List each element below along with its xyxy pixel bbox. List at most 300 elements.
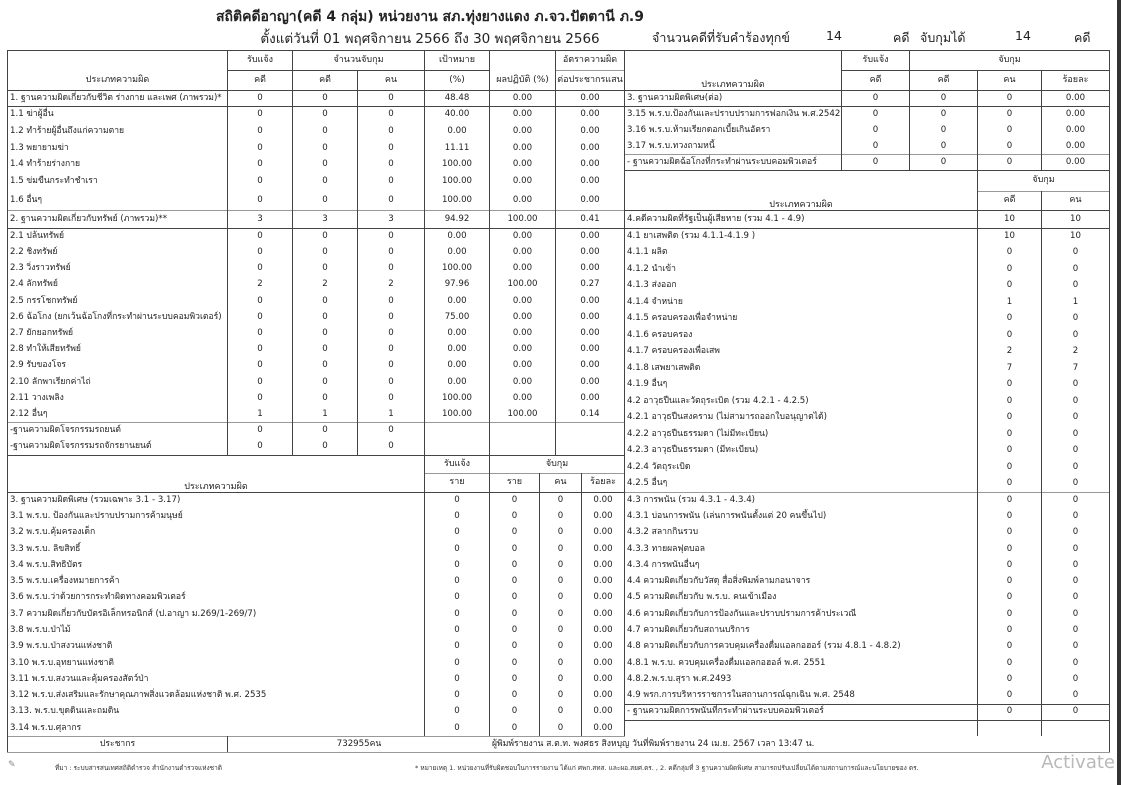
row-value: 0 xyxy=(425,671,490,687)
row-label: 3. ฐานความผิดพิเศษ(ต่อ) xyxy=(625,90,842,106)
row-value: 0 xyxy=(228,190,293,210)
row-value: 0 xyxy=(1042,278,1110,295)
row-value: 0.00 xyxy=(425,358,490,374)
row-label: - ฐานความผิดฉ้อโกงที่กระทำผ่านระบบคอมพิวเตอร์ xyxy=(625,154,842,170)
row-value: 0 xyxy=(293,358,358,374)
row-value: 0 xyxy=(228,173,293,190)
row-value: 0.00 xyxy=(556,173,625,190)
row-value: 0 xyxy=(358,358,425,374)
row-value: 0.00 xyxy=(490,260,556,276)
row-value: 0 xyxy=(293,293,358,309)
row-value: 2 xyxy=(1042,344,1110,361)
row-value: 0.00 xyxy=(490,228,556,244)
row-value: 0 xyxy=(540,622,582,638)
row-value: 100.00 xyxy=(425,406,490,422)
row-value: 48.48 xyxy=(425,90,490,106)
row-label: 4.2.4 วัตถุระเบิด xyxy=(625,459,978,476)
header-rate-sub: ต่อประชากรแสน xyxy=(556,70,625,90)
row-value: 0 xyxy=(1042,687,1110,703)
row-value: 0 xyxy=(978,622,1042,638)
row-value: 0.00 xyxy=(1042,138,1110,154)
row-value: 0 xyxy=(978,90,1042,106)
row-label: - ฐานความผิดการพนันที่กระทำผ่านระบบคอมพิวเตอร์ xyxy=(625,704,978,720)
row-value: 0 xyxy=(978,638,1042,654)
row-label: 2.7 ยักยอกทรัพย์ xyxy=(7,325,228,341)
row-value: 0 xyxy=(1042,638,1110,654)
row-value xyxy=(978,720,1042,736)
row-value: 0 xyxy=(540,638,582,654)
row-value: 0.00 xyxy=(556,156,625,173)
header-blank xyxy=(7,50,228,70)
row-value: 0 xyxy=(293,173,358,190)
row-value: 0 xyxy=(293,325,358,341)
header-arrests: จับกุม xyxy=(490,455,625,473)
row-label: 1.3 พยายามฆ่า xyxy=(7,140,228,157)
row-value: 0 xyxy=(540,590,582,606)
row-value: 0 xyxy=(293,190,358,210)
row-value: 0.14 xyxy=(556,406,625,422)
activate-watermark: Activate xyxy=(1041,752,1115,773)
row-value: 0.00 xyxy=(556,260,625,276)
row-label: 4.3.3 ทายผลฟุตบอล xyxy=(625,541,978,557)
row-value: 11.11 xyxy=(425,140,490,157)
row-value: 0 xyxy=(425,508,490,524)
row-value: 0 xyxy=(293,244,358,260)
complaint-unit: คดี xyxy=(893,30,910,45)
row-value: 0 xyxy=(540,606,582,622)
row-value: 75.00 xyxy=(425,309,490,325)
row-label: 2.5 กรรโชกทรัพย์ xyxy=(7,293,228,309)
row-value: 0.00 xyxy=(1042,106,1110,122)
row-label: 3.10 พ.ร.บ.อุทยานแห่งชาติ xyxy=(7,655,425,671)
row-value: 0 xyxy=(425,622,490,638)
row-value: 0 xyxy=(1042,590,1110,606)
population-value: 732955คน xyxy=(336,738,382,749)
row-value: 0.00 xyxy=(582,622,625,638)
row-value: 100.00 xyxy=(425,156,490,173)
row-value: 0 xyxy=(358,244,425,260)
row-value: 0 xyxy=(490,606,540,622)
complaint-label: จำนวนคดีที่รับคำร้องทุกข์ xyxy=(652,30,790,45)
row-label: 4.1.5 ครอบครองเพื่อจำหน่าย xyxy=(625,311,978,328)
row-label: 2.6 ฉ้อโกง (ยกเว้นฉ้อโกงที่กระทำผ่านระบบคอมพิวเตอร์) xyxy=(7,309,228,325)
row-value: 0 xyxy=(425,655,490,671)
row-value: 0 xyxy=(358,123,425,140)
row-label: 3.2 พ.ร.บ.คุ้มครองเด็ก xyxy=(7,525,425,541)
row-value: 0 xyxy=(490,573,540,589)
row-value: 0 xyxy=(228,358,293,374)
row-value: 0 xyxy=(1042,393,1110,410)
row-value: 0.00 xyxy=(556,90,625,106)
row-value: 0.00 xyxy=(556,374,625,390)
date-range: ตั้งแต่วันที่ 01 พฤศจิกายน 2566 ถึง 30 พฤศจิกายน 2566 xyxy=(260,31,600,47)
row-value: 7 xyxy=(978,360,1042,377)
row-label: 4.8.2.พ.ร.บ.สุรา พ.ศ.2493 xyxy=(625,671,978,687)
row-value: 0 xyxy=(978,327,1042,344)
row-value: 0 xyxy=(978,573,1042,589)
row-value: 0 xyxy=(358,228,425,244)
row-value: 0.00 xyxy=(556,325,625,341)
row-value: 100.00 xyxy=(425,390,490,406)
row-value: 0 xyxy=(978,525,1042,541)
row-value: 0 xyxy=(228,123,293,140)
row-value: 0 xyxy=(842,122,910,138)
row-label: 4.6 ความผิดเกี่ยวกับการป้องกันและปราบปรามการค้าประเวณี xyxy=(625,606,978,622)
row-value: 0 xyxy=(540,525,582,541)
header-arrest-cases: คดี xyxy=(293,70,358,90)
row-value: 0 xyxy=(540,704,582,720)
row-value: 0.00 xyxy=(490,374,556,390)
row-label: 2.10 ลักพาเรียกค่าไถ่ xyxy=(7,374,228,390)
row-label: 4.1.8 เสพยาเสพติด xyxy=(625,360,978,377)
row-label xyxy=(625,720,978,736)
row-value: 0 xyxy=(978,541,1042,557)
row-label: 1. ฐานความผิดเกี่ยวกับชีวิต ร่างกาย และเพศ (ภาพรวม)* xyxy=(7,90,228,106)
complaint-count: 14 xyxy=(826,28,842,43)
row-value: 0 xyxy=(1042,311,1110,328)
row-value: 0.00 xyxy=(425,228,490,244)
row-value: 0 xyxy=(540,557,582,573)
row-value: 0 xyxy=(540,492,582,508)
row-value: 0.00 xyxy=(1042,90,1110,106)
row-value: 0 xyxy=(910,122,978,138)
row-value: 0 xyxy=(228,156,293,173)
row-label: 1.4 ทำร้ายร่างกาย xyxy=(7,156,228,173)
row-value: 0 xyxy=(842,106,910,122)
row-value: 0 xyxy=(293,90,358,106)
row-label: 3.14 พ.ร.บ.ศุลากร xyxy=(7,720,425,736)
row-value: 3 xyxy=(293,210,358,228)
row-value: 0 xyxy=(425,590,490,606)
row-value: 0 xyxy=(490,622,540,638)
row-value: 0 xyxy=(228,140,293,157)
row-label: 4.3 การพนัน (รวม 4.3.1 - 4.3.4) xyxy=(625,492,978,508)
row-value: 0 xyxy=(490,541,540,557)
arrest-unit: คดี xyxy=(1074,30,1091,45)
row-label: 4.2 อาวุธปืนและวัตถุระเบิด (รวม 4.2.1 - 4.2.5) xyxy=(625,393,978,410)
row-label: 4.คดีความผิดที่รัฐเป็นผู้เสียหาย (รวม 4.1 - 4.9) xyxy=(625,210,978,228)
row-label: 4.1.9 อื่นๆ xyxy=(625,377,978,394)
row-value: 94.92 xyxy=(425,210,490,228)
row-value: 0 xyxy=(425,720,490,736)
header-reported-cases: คดี xyxy=(842,70,910,90)
header-percent: ร้อยละ xyxy=(1042,70,1110,90)
row-value: 0 xyxy=(358,309,425,325)
row-value: 1 xyxy=(293,406,358,422)
row-value: 0 xyxy=(1042,671,1110,687)
row-value: 0 xyxy=(1042,476,1110,493)
row-label: 2.1 ปล้นทรัพย์ xyxy=(7,228,228,244)
row-label: 3.12 พ.ร.บ.ส่งเสริมและรักษาคุณภาพสิ่งแวดล้อมแห่งชาติ พ.ศ. 2535 xyxy=(7,687,425,703)
empty-cell xyxy=(490,422,556,455)
row-value: 0.41 xyxy=(556,210,625,228)
row-value: 0 xyxy=(228,439,293,456)
row-label: 4.8.1 พ.ร.บ. ควบคุมเครื่องดื่มแอลกอฮอล์ พ.ศ. 2551 xyxy=(625,655,978,671)
row-value: 0 xyxy=(358,90,425,106)
row-value: 0 xyxy=(842,90,910,106)
row-label: 3.6 พ.ร.บ.ว่าด้วยการกระทำผิดทางคอมพิวเตอร์ xyxy=(7,590,425,606)
row-value: 0.00 xyxy=(582,606,625,622)
report-title: สถิติคดีอาญา(คดี 4 กลุ่ม) หน่วยงาน สภ.ทุ่งยางแดง ภ.จว.ปัตตานี ภ.9 xyxy=(215,9,644,25)
row-label: 3.16 พ.ร.บ.ห้ามเรียกดอกเบี้ยเกินอัตรา xyxy=(625,122,842,138)
row-value: 0 xyxy=(358,325,425,341)
header-arrest-cases: คดี xyxy=(910,70,978,90)
row-label: 4.3.1 บ่อนการพนัน (เล่นการพนันตั้งแต่ 20 คนขึ้นไป) xyxy=(625,508,978,524)
row-value: 0 xyxy=(490,590,540,606)
row-value: 0.00 xyxy=(490,325,556,341)
empty-cell xyxy=(556,422,625,455)
row-value: 0 xyxy=(978,671,1042,687)
row-value: 0.00 xyxy=(556,140,625,157)
row-value: 0 xyxy=(490,720,540,736)
row-label: 3.5 พ.ร.บ.เครื่องหมายการค้า xyxy=(7,573,425,589)
row-value: 0 xyxy=(1042,606,1110,622)
row-value: 0.00 xyxy=(490,90,556,106)
row-value: 0 xyxy=(1042,245,1110,262)
row-value: 0.00 xyxy=(490,156,556,173)
row-value: 0.00 xyxy=(582,573,625,589)
header-arrest-persons: คน xyxy=(358,70,425,90)
row-label: 2.12 อื่นๆ xyxy=(7,406,228,422)
row-value: 0 xyxy=(978,687,1042,703)
row-value: 2 xyxy=(228,277,293,293)
row-value: 0 xyxy=(1042,327,1110,344)
row-value: 0.00 xyxy=(425,341,490,357)
row-value: 0 xyxy=(293,140,358,157)
row-value: 1 xyxy=(1042,294,1110,311)
row-value: 0.00 xyxy=(425,123,490,140)
row-value: 0 xyxy=(978,508,1042,524)
row-value: 0 xyxy=(490,525,540,541)
row-label: 3.3 พ.ร.บ. ลิขสิทธิ์ xyxy=(7,541,425,557)
row-value: 0.00 xyxy=(490,173,556,190)
row-value: 0 xyxy=(358,293,425,309)
row-value: 0 xyxy=(1042,426,1110,443)
row-value: 0 xyxy=(540,655,582,671)
row-value: 0 xyxy=(978,106,1042,122)
row-value: 0 xyxy=(910,138,978,154)
row-label: 3.11 พ.ร.บ.สงวนและคุ้มครองสัตว์ป่า xyxy=(7,671,425,687)
row-label: 3.4 พ.ร.บ.สิทธิบัตร xyxy=(7,557,425,573)
row-value: 0 xyxy=(228,374,293,390)
row-value: 0.00 xyxy=(556,123,625,140)
row-value: 0.00 xyxy=(556,106,625,123)
row-label: 4.1 ยาเสพติด (รวม 4.1.1-4.1.9 ) xyxy=(625,228,978,245)
row-value: 0 xyxy=(540,687,582,703)
row-value: 0 xyxy=(978,704,1042,720)
row-value: 0 xyxy=(978,245,1042,262)
row-value: 0 xyxy=(490,655,540,671)
header-reported-unit: ราย xyxy=(425,473,490,492)
row-label: 4.8 ความผิดเกี่ยวกับการควบคุมเครื่องดื่มแอลกอฮอร์ (รวม 4.8.1 - 4.8.2) xyxy=(625,638,978,654)
row-value: 0.00 xyxy=(582,638,625,654)
row-value: 2 xyxy=(293,277,358,293)
row-value: 0.00 xyxy=(556,293,625,309)
arrest-label: จับกุมได้ xyxy=(920,30,966,45)
row-value: 100.00 xyxy=(425,190,490,210)
row-value: 0 xyxy=(490,671,540,687)
row-value: 10 xyxy=(1042,228,1110,245)
header-type: ประเภทความผิด xyxy=(625,50,842,90)
row-label: 4.1.7 ครอบครองเพื่อเสพ xyxy=(625,344,978,361)
row-value: 0.00 xyxy=(556,228,625,244)
row-label: 2.3 วิ่งราวทรัพย์ xyxy=(7,260,228,276)
row-value: 0 xyxy=(425,525,490,541)
row-value: 0.00 xyxy=(556,309,625,325)
row-value: 0 xyxy=(540,720,582,736)
row-value: 0 xyxy=(978,154,1042,170)
row-value: 0.00 xyxy=(582,704,625,720)
row-value: 0.00 xyxy=(490,309,556,325)
header-target: เป้าหมาย xyxy=(425,50,490,70)
row-value: 0 xyxy=(228,325,293,341)
row-value: 0 xyxy=(1042,655,1110,671)
row-value: 100.00 xyxy=(490,210,556,228)
row-value: 0.00 xyxy=(490,123,556,140)
row-value: 100.00 xyxy=(490,406,556,422)
row-value: 0 xyxy=(293,106,358,123)
row-value: 0 xyxy=(228,390,293,406)
row-value: 40.00 xyxy=(425,106,490,123)
row-value: 0 xyxy=(358,390,425,406)
header-type: ประเภทความผิด xyxy=(625,170,978,210)
row-value: 0 xyxy=(228,228,293,244)
row-value: 0.00 xyxy=(490,293,556,309)
row-label: -ฐานความผิดโจรกรรมรถจักรยานยนต์ xyxy=(7,439,228,456)
row-value: 0 xyxy=(228,244,293,260)
row-label: 1.5 ข่มขืนกระทำชำเรา xyxy=(7,173,228,190)
row-value: 0.00 xyxy=(1042,154,1110,170)
row-label: 2.9 รับของโจร xyxy=(7,358,228,374)
row-value: 0.27 xyxy=(556,277,625,293)
row-value: 0 xyxy=(228,106,293,123)
row-value: 0 xyxy=(490,687,540,703)
row-value: 3 xyxy=(358,210,425,228)
row-label: 1.6 อื่นๆ xyxy=(7,190,228,210)
row-value: 0.00 xyxy=(582,687,625,703)
row-label: 3.13. พ.ร.บ.ขุดดินและถมดิน xyxy=(7,704,425,720)
row-value: 0.00 xyxy=(582,557,625,573)
row-value: 0.00 xyxy=(582,720,625,736)
row-value: 0 xyxy=(910,154,978,170)
header-arrest-unit: ราย xyxy=(490,473,540,492)
row-label: 2.4 ลักทรัพย์ xyxy=(7,277,228,293)
header-reported: รับแจ้ง xyxy=(228,50,293,70)
row-label: 4.3.2 สลากกินรวบ xyxy=(625,525,978,541)
row-label: 4.1.2 นำเข้า xyxy=(625,261,978,278)
row-value: 0 xyxy=(293,439,358,456)
row-value: 0 xyxy=(293,374,358,390)
row-value: 0 xyxy=(1042,525,1110,541)
row-value: 0.00 xyxy=(490,140,556,157)
row-value: 0.00 xyxy=(490,190,556,210)
row-value: 2 xyxy=(358,277,425,293)
row-label: 4.9 พรก.การบริหารราชการในสถานการณ์ฉุกเฉิน พ.ศ. 2548 xyxy=(625,687,978,703)
row-value: 0 xyxy=(978,459,1042,476)
row-value: 0 xyxy=(228,293,293,309)
row-value: 0 xyxy=(540,541,582,557)
header-reported: รับแจ้ง xyxy=(425,455,490,473)
row-value: 0 xyxy=(228,260,293,276)
row-value: 0.00 xyxy=(582,671,625,687)
row-label: 4.3.4 การพนันอื่นๆ xyxy=(625,557,978,573)
row-value: 0 xyxy=(358,341,425,357)
table-divider xyxy=(625,720,1110,721)
row-value: 0 xyxy=(425,492,490,508)
header-arrest-persons: คน xyxy=(978,70,1042,90)
printed-by: ผู้พิมพ์รายงาน ส.ต.ท. พงศธร สิงหบุญ วันที่พิมพ์รายงาน 24 เม.ย. 2567 เวลา 13:47 น. xyxy=(490,736,1110,752)
row-value: 0 xyxy=(358,173,425,190)
row-label: 4.7 ความผิดเกี่ยวกับสถานบริการ xyxy=(625,622,978,638)
row-value: 0.00 xyxy=(556,341,625,357)
row-value: 0 xyxy=(490,508,540,524)
row-value: 97.96 xyxy=(425,277,490,293)
row-value: 0 xyxy=(228,90,293,106)
population-label: ประชากร xyxy=(7,736,228,752)
row-value: 0.00 xyxy=(490,341,556,357)
row-value: 100.00 xyxy=(425,173,490,190)
row-value: 0 xyxy=(358,156,425,173)
row-value: 0.00 xyxy=(556,390,625,406)
row-value: 0 xyxy=(1042,377,1110,394)
table-divider xyxy=(625,50,1110,51)
row-value: 0 xyxy=(293,228,358,244)
row-value: 0.00 xyxy=(556,244,625,260)
row-value: 0.00 xyxy=(582,590,625,606)
row-value: 0 xyxy=(978,377,1042,394)
row-value: 0.00 xyxy=(425,374,490,390)
row-value: 0 xyxy=(1042,508,1110,524)
row-label: 4.1.1 ผลิต xyxy=(625,245,978,262)
row-value: 2 xyxy=(978,344,1042,361)
window-edge xyxy=(1117,0,1121,785)
row-label: 4.2.5 อื่นๆ xyxy=(625,476,978,493)
row-label: 4.2.3 อาวุธปืนธรรมดา (มีทะเบียน) xyxy=(625,443,978,460)
row-value: 0 xyxy=(540,573,582,589)
row-value: 0 xyxy=(540,671,582,687)
row-value: 0 xyxy=(490,638,540,654)
row-label: 4.1.3 ส่งออก xyxy=(625,278,978,295)
row-value: 10 xyxy=(978,210,1042,228)
row-value: 0 xyxy=(293,422,358,439)
row-label: 3. ฐานความผิดพิเศษ (รวมเฉพาะ 3.1 - 3.17) xyxy=(7,492,425,508)
row-value: 0.00 xyxy=(490,244,556,260)
row-value: 0 xyxy=(1042,622,1110,638)
row-value: 0 xyxy=(425,704,490,720)
row-label: 2. ฐานความผิดเกี่ยวกับทรัพย์ (ภาพรวม)** xyxy=(7,210,228,228)
table-divider xyxy=(7,752,1110,753)
header-arrest-persons: คน xyxy=(1042,191,1110,210)
row-label: 4.1.4 จำหน่าย xyxy=(625,294,978,311)
row-value: 0.00 xyxy=(582,525,625,541)
header-type: ประเภทความผิด xyxy=(7,455,425,492)
row-value: 0 xyxy=(978,443,1042,460)
row-value: 0 xyxy=(978,590,1042,606)
header-arrest-persons: คน xyxy=(540,473,582,492)
row-value: 0 xyxy=(910,90,978,106)
row-value: 0 xyxy=(425,606,490,622)
row-value: 0 xyxy=(1042,541,1110,557)
row-value: 10 xyxy=(1042,210,1110,228)
row-label: 4.5 ความผิดเกี่ยวกับ พ.ร.บ. คนเข้าเมือง xyxy=(625,590,978,606)
header-arrests: จำนวนจับกุม xyxy=(293,50,425,70)
row-label: 4.4 ความผิดเกี่ยวกับวัสดุ สื่อสิ่งพิมพ์ลามกอนาจาร xyxy=(625,573,978,589)
arrest-count: 14 xyxy=(1015,28,1031,43)
remark-note: * หมายเหตุ 1. หน่วยงานที่รับผิดชอบในการรายงาน ได้แก่ ศพก.สทส. และผอ.สยศ.ตร. , 2. คดีกลุ่มที่ 3 ฐานความผิดพิเศษ สามารถปรับเปลี่ยนได้ตามสถานการณ์และนโยบายของ ตร. xyxy=(415,764,919,772)
row-value: 0 xyxy=(228,309,293,325)
row-value: 0.00 xyxy=(582,508,625,524)
header-reported-cases: คดี xyxy=(228,70,293,90)
